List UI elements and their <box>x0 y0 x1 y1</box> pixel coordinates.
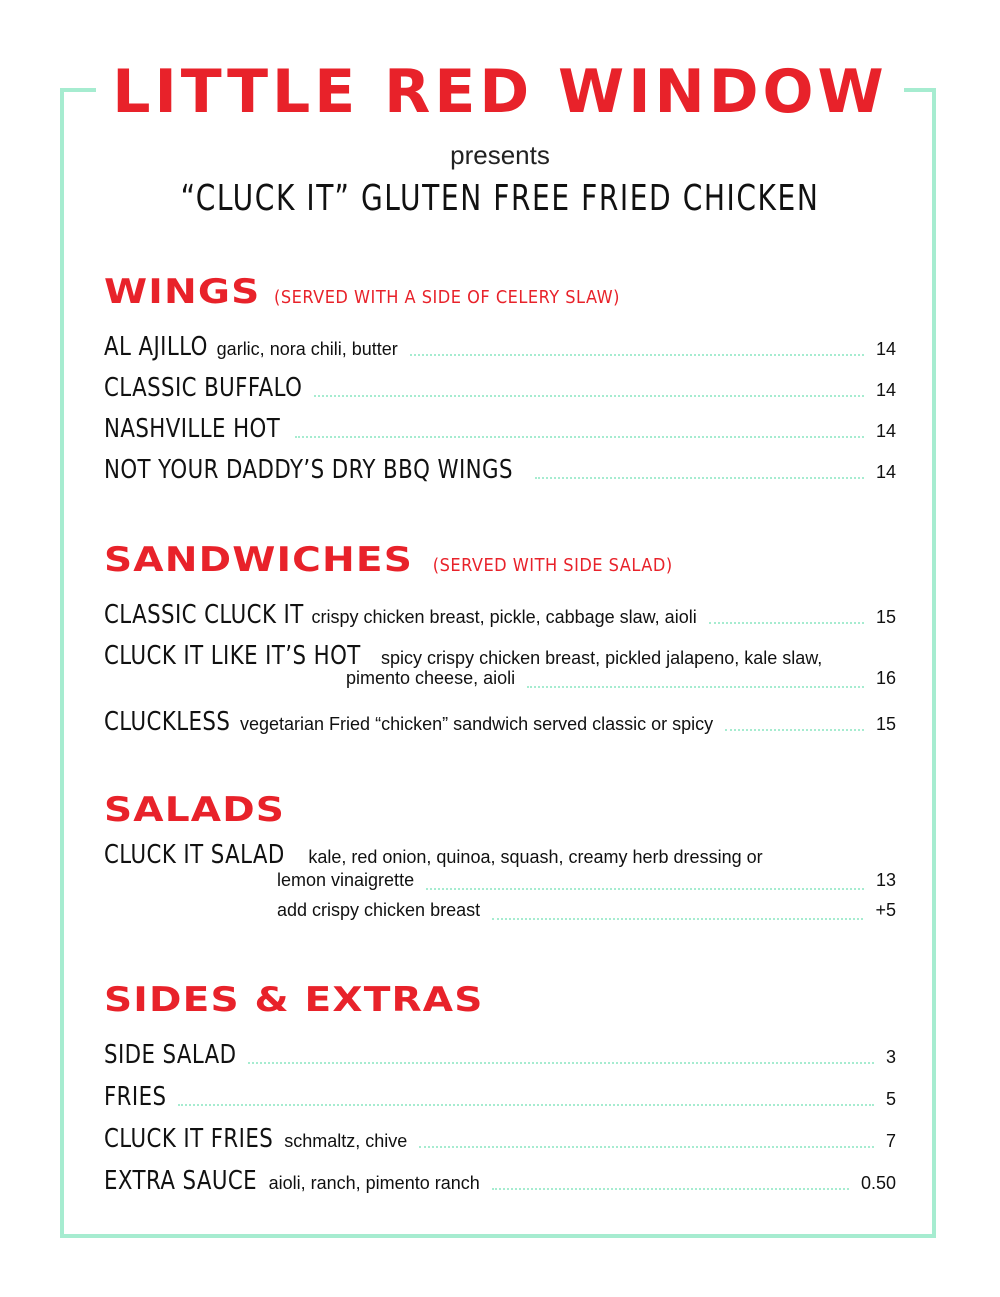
menu-item <box>104 414 896 444</box>
section-sandwiches <box>104 540 673 580</box>
item-price: 14 <box>875 462 896 482</box>
menu-item <box>104 455 896 485</box>
presents-text: presents <box>450 140 550 170</box>
menu-item-continuation <box>277 870 896 891</box>
menu-addon <box>277 900 896 921</box>
item-description: lemon vinaigrette <box>277 870 415 890</box>
menu-item <box>104 1166 896 1196</box>
dot-leader <box>535 477 864 479</box>
menu-subtitle: “CLUCK IT” GLUTEN FREE FRIED CHICKEN <box>180 178 820 219</box>
menu-item-continuation <box>346 668 896 689</box>
dot-leader <box>410 354 864 356</box>
item-description: kale, red onion, quinoa, squash, creamy herb dressing or <box>308 847 763 867</box>
item-description: vegetarian Fried “chicken” sandwich served classic or spicy <box>240 714 714 734</box>
item-name: CLUCK IT LIKE IT’S HOT <box>104 641 361 671</box>
item-price: 14 <box>875 421 896 441</box>
addon-price: +5 <box>875 900 896 920</box>
dot-leader <box>492 1188 849 1190</box>
section-title: SALADS <box>104 790 286 830</box>
item-price: 5 <box>885 1089 896 1109</box>
dot-leader <box>426 888 864 890</box>
item-name: CLUCKLESS <box>104 707 231 737</box>
section-note: (SERVED WITH SIDE SALAD) <box>432 555 673 576</box>
item-description: crispy chicken breast, pickle, cabbage slaw, aioli <box>311 607 697 627</box>
item-name: AL AJILLO <box>104 332 208 362</box>
item-price: 16 <box>875 668 896 688</box>
section-sides <box>104 980 484 1020</box>
title-wrap <box>0 54 1000 130</box>
item-description: garlic, nora chili, butter <box>216 339 398 359</box>
item-name: FRIES <box>104 1082 167 1112</box>
item-name: SIDE SALAD <box>104 1040 237 1070</box>
dot-leader <box>314 395 864 397</box>
item-price: 14 <box>875 339 896 359</box>
item-name: EXTRA SAUCE <box>104 1166 258 1196</box>
section-title: SIDES & EXTRAS <box>104 980 484 1020</box>
menu-item <box>104 1082 896 1112</box>
item-price: 0.50 <box>860 1173 896 1193</box>
section-note: (SERVED WITH A SIDE OF CELERY SLAW) <box>274 287 620 308</box>
item-name: NOT YOUR DADDY’S DRY BBQ WINGS <box>104 455 513 485</box>
dot-leader <box>248 1062 874 1064</box>
dot-leader <box>419 1146 874 1148</box>
item-name: CLASSIC CLUCK IT <box>104 600 304 630</box>
restaurant-title: LITTLE RED WINDOW <box>96 54 904 130</box>
item-description: aioli, ranch, pimento ranch <box>268 1173 480 1193</box>
menu-item <box>104 373 896 403</box>
section-wings <box>104 272 620 312</box>
item-description: spicy crispy chicken breast, pickled jalapeno, kale slaw, <box>381 648 823 668</box>
item-name: CLUCK IT SALAD <box>104 840 285 870</box>
dot-leader <box>709 622 864 624</box>
item-price: 14 <box>875 380 896 400</box>
menu-item <box>104 1124 896 1154</box>
menu-item <box>104 641 896 671</box>
section-title: WINGS <box>104 272 261 312</box>
section-title: SANDWICHES <box>104 540 414 580</box>
item-price: 7 <box>885 1131 896 1151</box>
menu-item <box>104 600 896 630</box>
dot-leader <box>527 686 864 688</box>
item-price: 15 <box>875 714 896 734</box>
item-price: 3 <box>885 1047 896 1067</box>
dot-leader <box>492 918 863 920</box>
dot-leader <box>295 436 864 438</box>
item-price: 15 <box>875 607 896 627</box>
dot-leader <box>178 1104 874 1106</box>
item-name: CLUCK IT FRIES <box>104 1124 274 1154</box>
item-description: pimento cheese, aioli <box>346 668 516 688</box>
section-salads <box>104 790 286 830</box>
menu-item <box>104 1040 896 1070</box>
item-name: NASHVILLE HOT <box>104 414 281 444</box>
menu-item <box>104 332 896 362</box>
menu-item <box>104 707 896 737</box>
item-description: schmaltz, chive <box>284 1131 408 1151</box>
item-name: CLASSIC BUFFALO <box>104 373 303 403</box>
menu-item <box>104 840 896 870</box>
dot-leader <box>725 729 864 731</box>
item-price: 13 <box>875 870 896 890</box>
addon-description: add crispy chicken breast <box>277 900 481 920</box>
